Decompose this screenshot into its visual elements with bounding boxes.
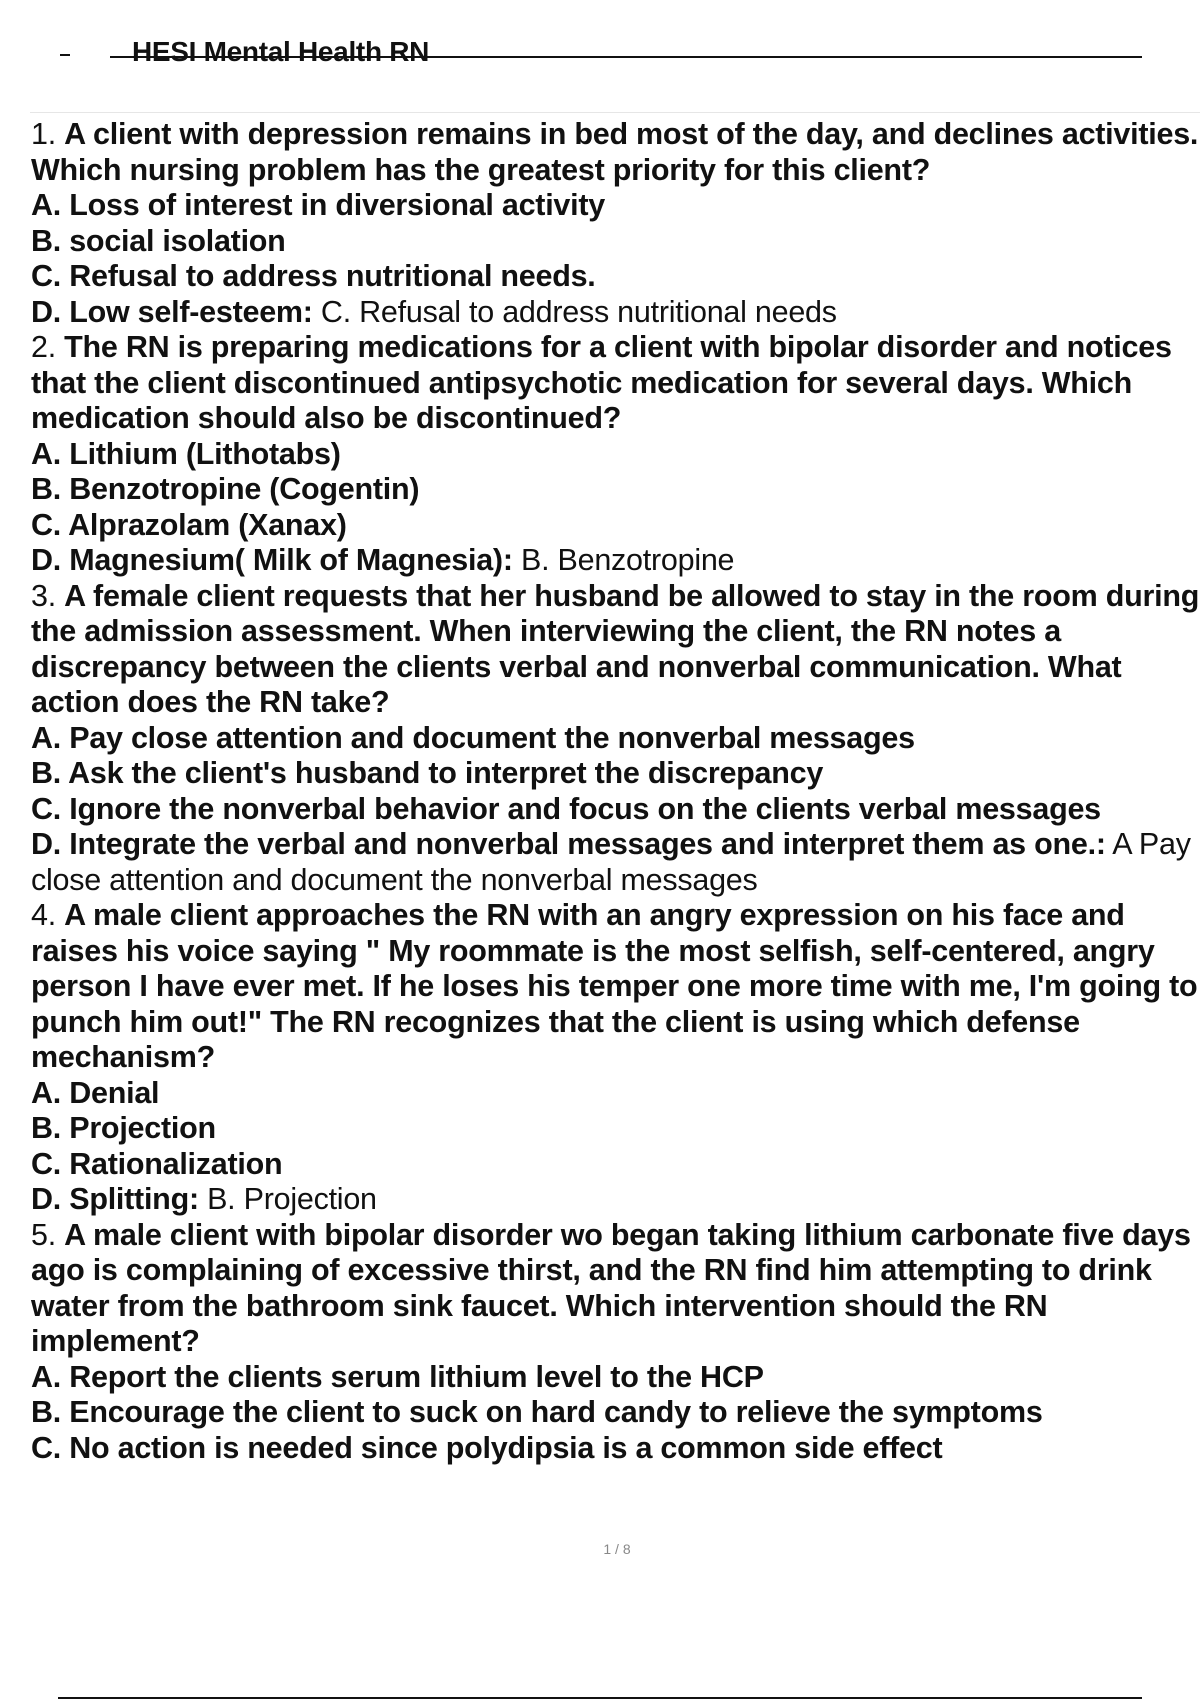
- option-c: C. No action is needed since polydipsia is a common side effect: [31, 1430, 943, 1465]
- question-text: A client with depression remains in bed most of the day, and declines activities. Which nursing problem has the greatest priority for this client?: [31, 117, 1199, 187]
- option-c: C. Refusal to address nutritional needs.: [31, 259, 596, 293]
- question-3: [31, 579, 1200, 899]
- question-list: [31, 117, 1200, 1466]
- option-b: B. Benzotropine (Cogentin): [31, 472, 420, 506]
- option-c: C. Rationalization: [31, 1146, 283, 1181]
- option-c: C. Alprazolam (Xanax): [31, 507, 347, 542]
- header-dash: [60, 54, 70, 56]
- question-text: The RN is preparing medications for a client with bipolar disorder and notices that the client discontinued antipsychotic medication for several days. Which medication should also be discontinued?: [31, 330, 1172, 435]
- question-2: [31, 330, 1200, 579]
- option-b: B. Ask the client's husband to interpret the discrepancy: [31, 756, 824, 790]
- option-d: D. Low self-esteem:: [31, 294, 313, 329]
- question-stem: [31, 579, 1200, 721]
- option-c: C. Ignore the nonverbal behavior and focus on the clients verbal messages: [31, 791, 1101, 826]
- option-d-with-answer: [31, 827, 1200, 898]
- option-b: B. Projection: [31, 1111, 216, 1145]
- question-number: 1.: [31, 117, 56, 151]
- answer: B. Projection: [207, 1182, 377, 1216]
- question-text: A male client approaches the RN with an angry expression on his face and raises his voice saying " My roommate is the most selfish, self-centered, angry person I have ever met. If he loses his temper one more time with me, I'm going to punch him out!" The RN recognizes that the client is using which defense mechanism?: [31, 898, 1198, 1074]
- page-indicator: 1 / 8: [603, 1541, 631, 1557]
- option-d-with-answer: [31, 295, 1200, 331]
- question-text: A female client requests that her husband be allowed to stay in the room during the admission assessment. When interviewing the client, the RN notes a discrepancy between the clients verbal and nonverbal communication. What action does the RN take?: [31, 578, 1200, 719]
- question-1: [31, 117, 1200, 330]
- option-b: B. social isolation: [31, 223, 286, 258]
- option-d: D. Magnesium( Milk of Magnesia):: [31, 543, 513, 577]
- question-text: A male client with bipolar disorder wo began taking lithium carbonate five days ago is complaining of excessive thirst, and the RN find him attempting to drink water from the bathroom sink faucet. Which intervention should the RN implement?: [31, 1217, 1191, 1358]
- footer-rule: [58, 1697, 1142, 1699]
- question-number: 2.: [31, 330, 56, 364]
- option-d-with-answer: [31, 1182, 1200, 1218]
- option-d: D. Integrate the verbal and nonverbal messages and interpret them as one.:: [31, 827, 1106, 861]
- question-stem: [31, 1218, 1200, 1360]
- option-d: D. Splitting:: [31, 1182, 199, 1216]
- answer: A Pay close attention and document the nonverbal messages: [31, 827, 1191, 897]
- option-d-with-answer: [31, 543, 1200, 579]
- question-stem: [31, 117, 1200, 188]
- question-number: 5.: [31, 1217, 56, 1252]
- header-divider: [30, 112, 1200, 113]
- question-number: 4.: [31, 898, 56, 932]
- answer: B. Benzotropine: [520, 543, 735, 577]
- question-stem: [31, 898, 1200, 1076]
- option-a: A. Loss of interest in diversional activity: [31, 188, 605, 222]
- question-4: [31, 898, 1200, 1218]
- option-b: B. Encourage the client to suck on hard candy to relieve the symptoms: [31, 1395, 1043, 1429]
- page-title: HESI Mental Health RN: [132, 36, 430, 67]
- question-number: 3.: [31, 578, 56, 613]
- option-a: A. Lithium (Lithotabs): [31, 436, 341, 471]
- option-a: A. Denial: [31, 1075, 160, 1110]
- option-a: A. Report the clients serum lithium level to the HCP: [31, 1359, 764, 1394]
- option-a: A. Pay close attention and document the nonverbal messages: [31, 720, 915, 755]
- question-5: [31, 1218, 1200, 1467]
- answer: C. Refusal to address nutritional needs: [320, 294, 837, 329]
- question-stem: [31, 330, 1200, 437]
